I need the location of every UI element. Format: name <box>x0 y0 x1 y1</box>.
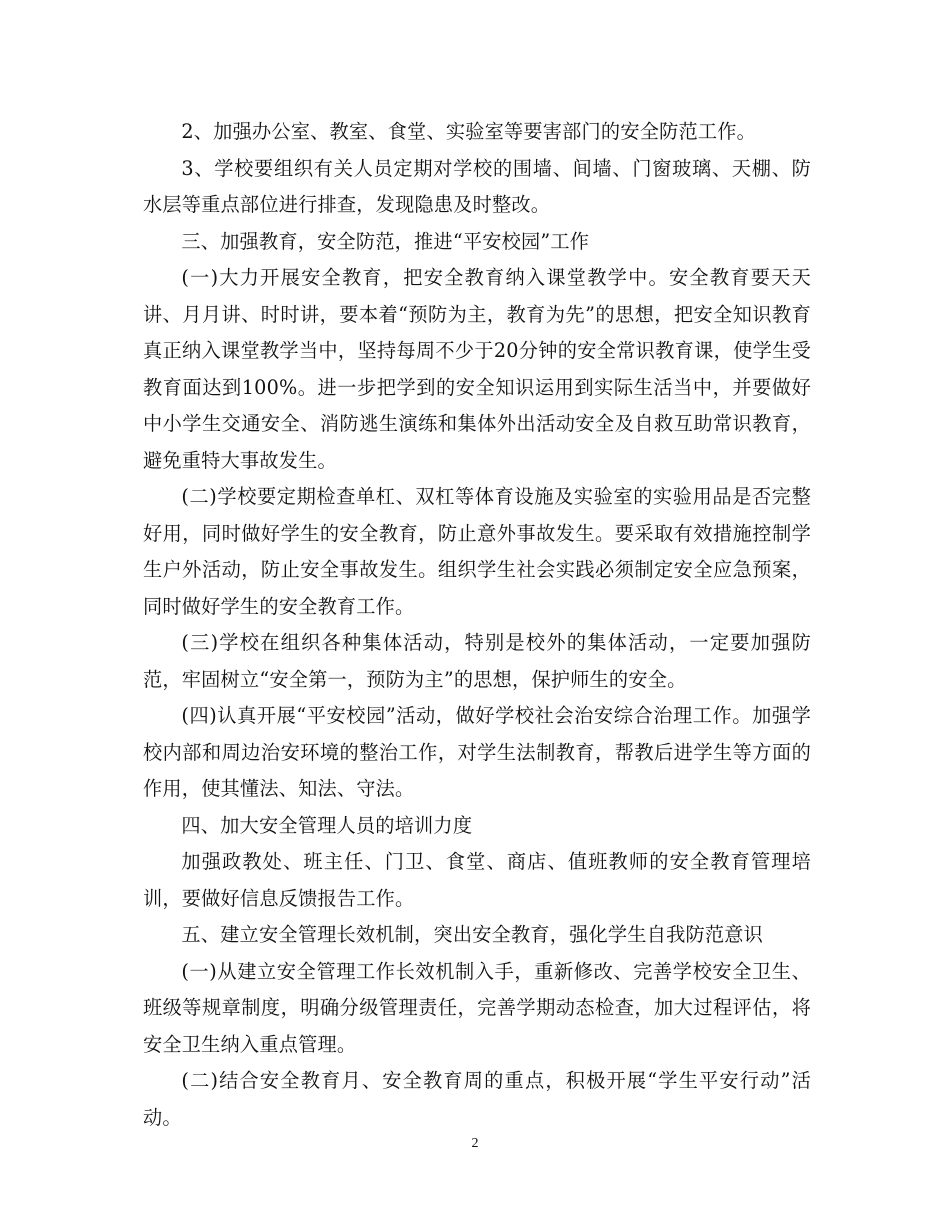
section-heading-5: 五、建立安全管理长效机制，突出安全教育，强化学生自我防范意识 <box>181 923 764 946</box>
paragraph-5-2: (二)结合安全教育月、安全教育周的重点，积极开展“学生平安行动”活动。 <box>143 1069 811 1129</box>
page-number: 2 <box>471 1136 479 1151</box>
section-heading-3: 三、加强教育，安全防范，推进“平安校园”工作 <box>181 229 590 253</box>
paragraph-1: 2、加强办公室、教室、食堂、实验室等要害部门的安全防范工作。 <box>181 120 757 143</box>
document-body <box>143 114 811 1136</box>
paragraph-3-4: (四)认真开展“平安校园”活动，做好学校社会治安综合治理工作。加强学校内部和周边治安环境的整治工作，对学生法制教育，帮教后进学生等方面的作用，使其懂法、知法、守法。 <box>143 704 811 800</box>
section-heading-4: 四、加大安全管理人员的培训力度 <box>181 813 473 837</box>
paragraph-4-1: 加强政教处、班主任、门卫、食堂、商店、值班教师的安全教育管理培训，要做好信息反馈报告工作。 <box>143 850 811 910</box>
paragraph-3-3: (三)学校在组织各种集体活动，特别是校外的集体活动，一定要加强防范，牢固树立“安全第一，预防为主”的思想，保护师生的安全。 <box>143 631 811 691</box>
paragraph-3-1: (一)大力开展安全教育，把安全教育纳入课堂教学中。安全教育要天天讲、月月讲、时时讲，要本着“预防为主，教育为先”的思想，把安全知识教育真正纳入课堂教学当中，坚持每周不少于20分钟的安全常识教育课，使学生受教育面达到100%。进一步把学到的安全知识运用到实际生活当中，并要做好中小学生交通安全、消防逃生演练和集体外出活动安全及自救互助常识教育，避免重特大事故发生。 <box>143 266 811 472</box>
paragraph-5-1: (一)从建立安全管理工作长效机制入手，重新修改、完善学校安全卫生、班级等规章制度，明确分级管理责任，完善学期动态检查，加大过程评估，将安全卫生纳入重点管理。 <box>143 959 811 1056</box>
paragraph-3-2: (二)学校要定期检查单杠、双杠等体育设施及实验室的实验用品是否完整好用，同时做好学生的安全教育，防止意外事故发生。要采取有效措施控制学生户外活动，防止安全事故发生。组织学生社会实践必须制定安全应急预案，同时做好学生的安全教育工作。 <box>143 485 811 618</box>
paragraph-2: 3、学校要组织有关人员定期对学校的围墙、间墙、门窗玻璃、天棚、防水层等重点部位进行排查，发现隐患及时整改。 <box>143 156 811 216</box>
